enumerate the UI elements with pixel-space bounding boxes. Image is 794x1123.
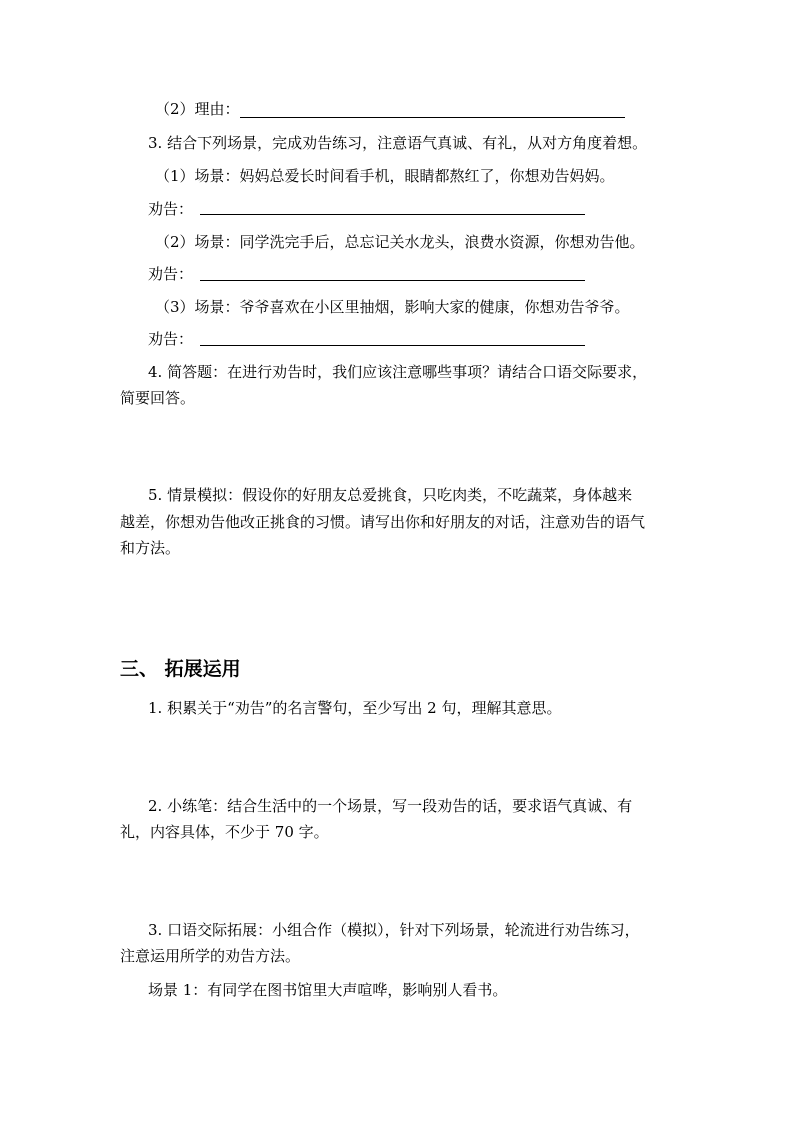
question-4-line-2: 简要回答。 (120, 389, 196, 407)
reason-label: （2）理由： (155, 100, 240, 118)
advise-label-1: 劝告： (148, 200, 194, 218)
section-3-question-3-line-2: 注意运用所学的劝告方法。 (120, 947, 301, 965)
section-3-scene-1: 场景 1：有同学在图书馆里大声喧哗，影响别人看书。 (148, 981, 508, 999)
section-3-question-2-line-1: 2. 小练笔：结合生活中的一个场景，写一段劝告的话，要求语气真诚、有 (148, 797, 633, 815)
question-3-prompt: 3. 结合下列场景，完成劝告练习，注意语气真诚、有礼，从对方角度着想。 (148, 134, 648, 152)
scene-3-text: （3）场景：爷爷喜欢在小区里抽烟，影响大家的健康，你想劝告爷爷。 (155, 298, 630, 316)
question-5-line-1: 5. 情景模拟：假设你的好朋友总爱挑食，只吃肉类，不吃蔬菜，身体越来 (148, 486, 633, 504)
section-3-question-2-line-2: 礼，内容具体，不少于 70 字。 (120, 823, 329, 841)
section-3-question-3-line-1: 3. 口语交际拓展：小组合作（模拟），针对下列场景，轮流进行劝告练习， (148, 921, 640, 939)
question-5-line-3: 和方法。 (120, 539, 181, 557)
question-4-line-1: 4. 简答题：在进行劝告时，我们应该注意哪些事项？请结合口语交际要求， (148, 363, 648, 381)
question-5-line-2: 越差，你想劝告他改正挑食的习惯。请写出你和好朋友的对话，注意劝告的语气 (120, 513, 646, 531)
section-3-question-1: 1. 积累关于“劝告”的名言警句，至少写出 2 句，理解其意思。 (148, 699, 562, 717)
section-3-title: 三、 拓展运用 (120, 658, 241, 680)
advise-answer-line-2[interactable] (200, 280, 585, 281)
advise-answer-line-1[interactable] (200, 214, 585, 215)
advise-label-2: 劝告： (148, 265, 194, 283)
reason-answer-line[interactable] (240, 117, 625, 118)
advise-label-3: 劝告： (148, 330, 194, 348)
scene-1-text: （1）场景：妈妈总爱长时间看手机，眼睛都熬红了，你想劝告妈妈。 (155, 167, 615, 185)
scene-2-text: （2）场景：同学洗完手后，总忘记关水龙头，浪费水资源，你想劝告他。 (155, 233, 645, 251)
advise-answer-line-3[interactable] (200, 345, 585, 346)
